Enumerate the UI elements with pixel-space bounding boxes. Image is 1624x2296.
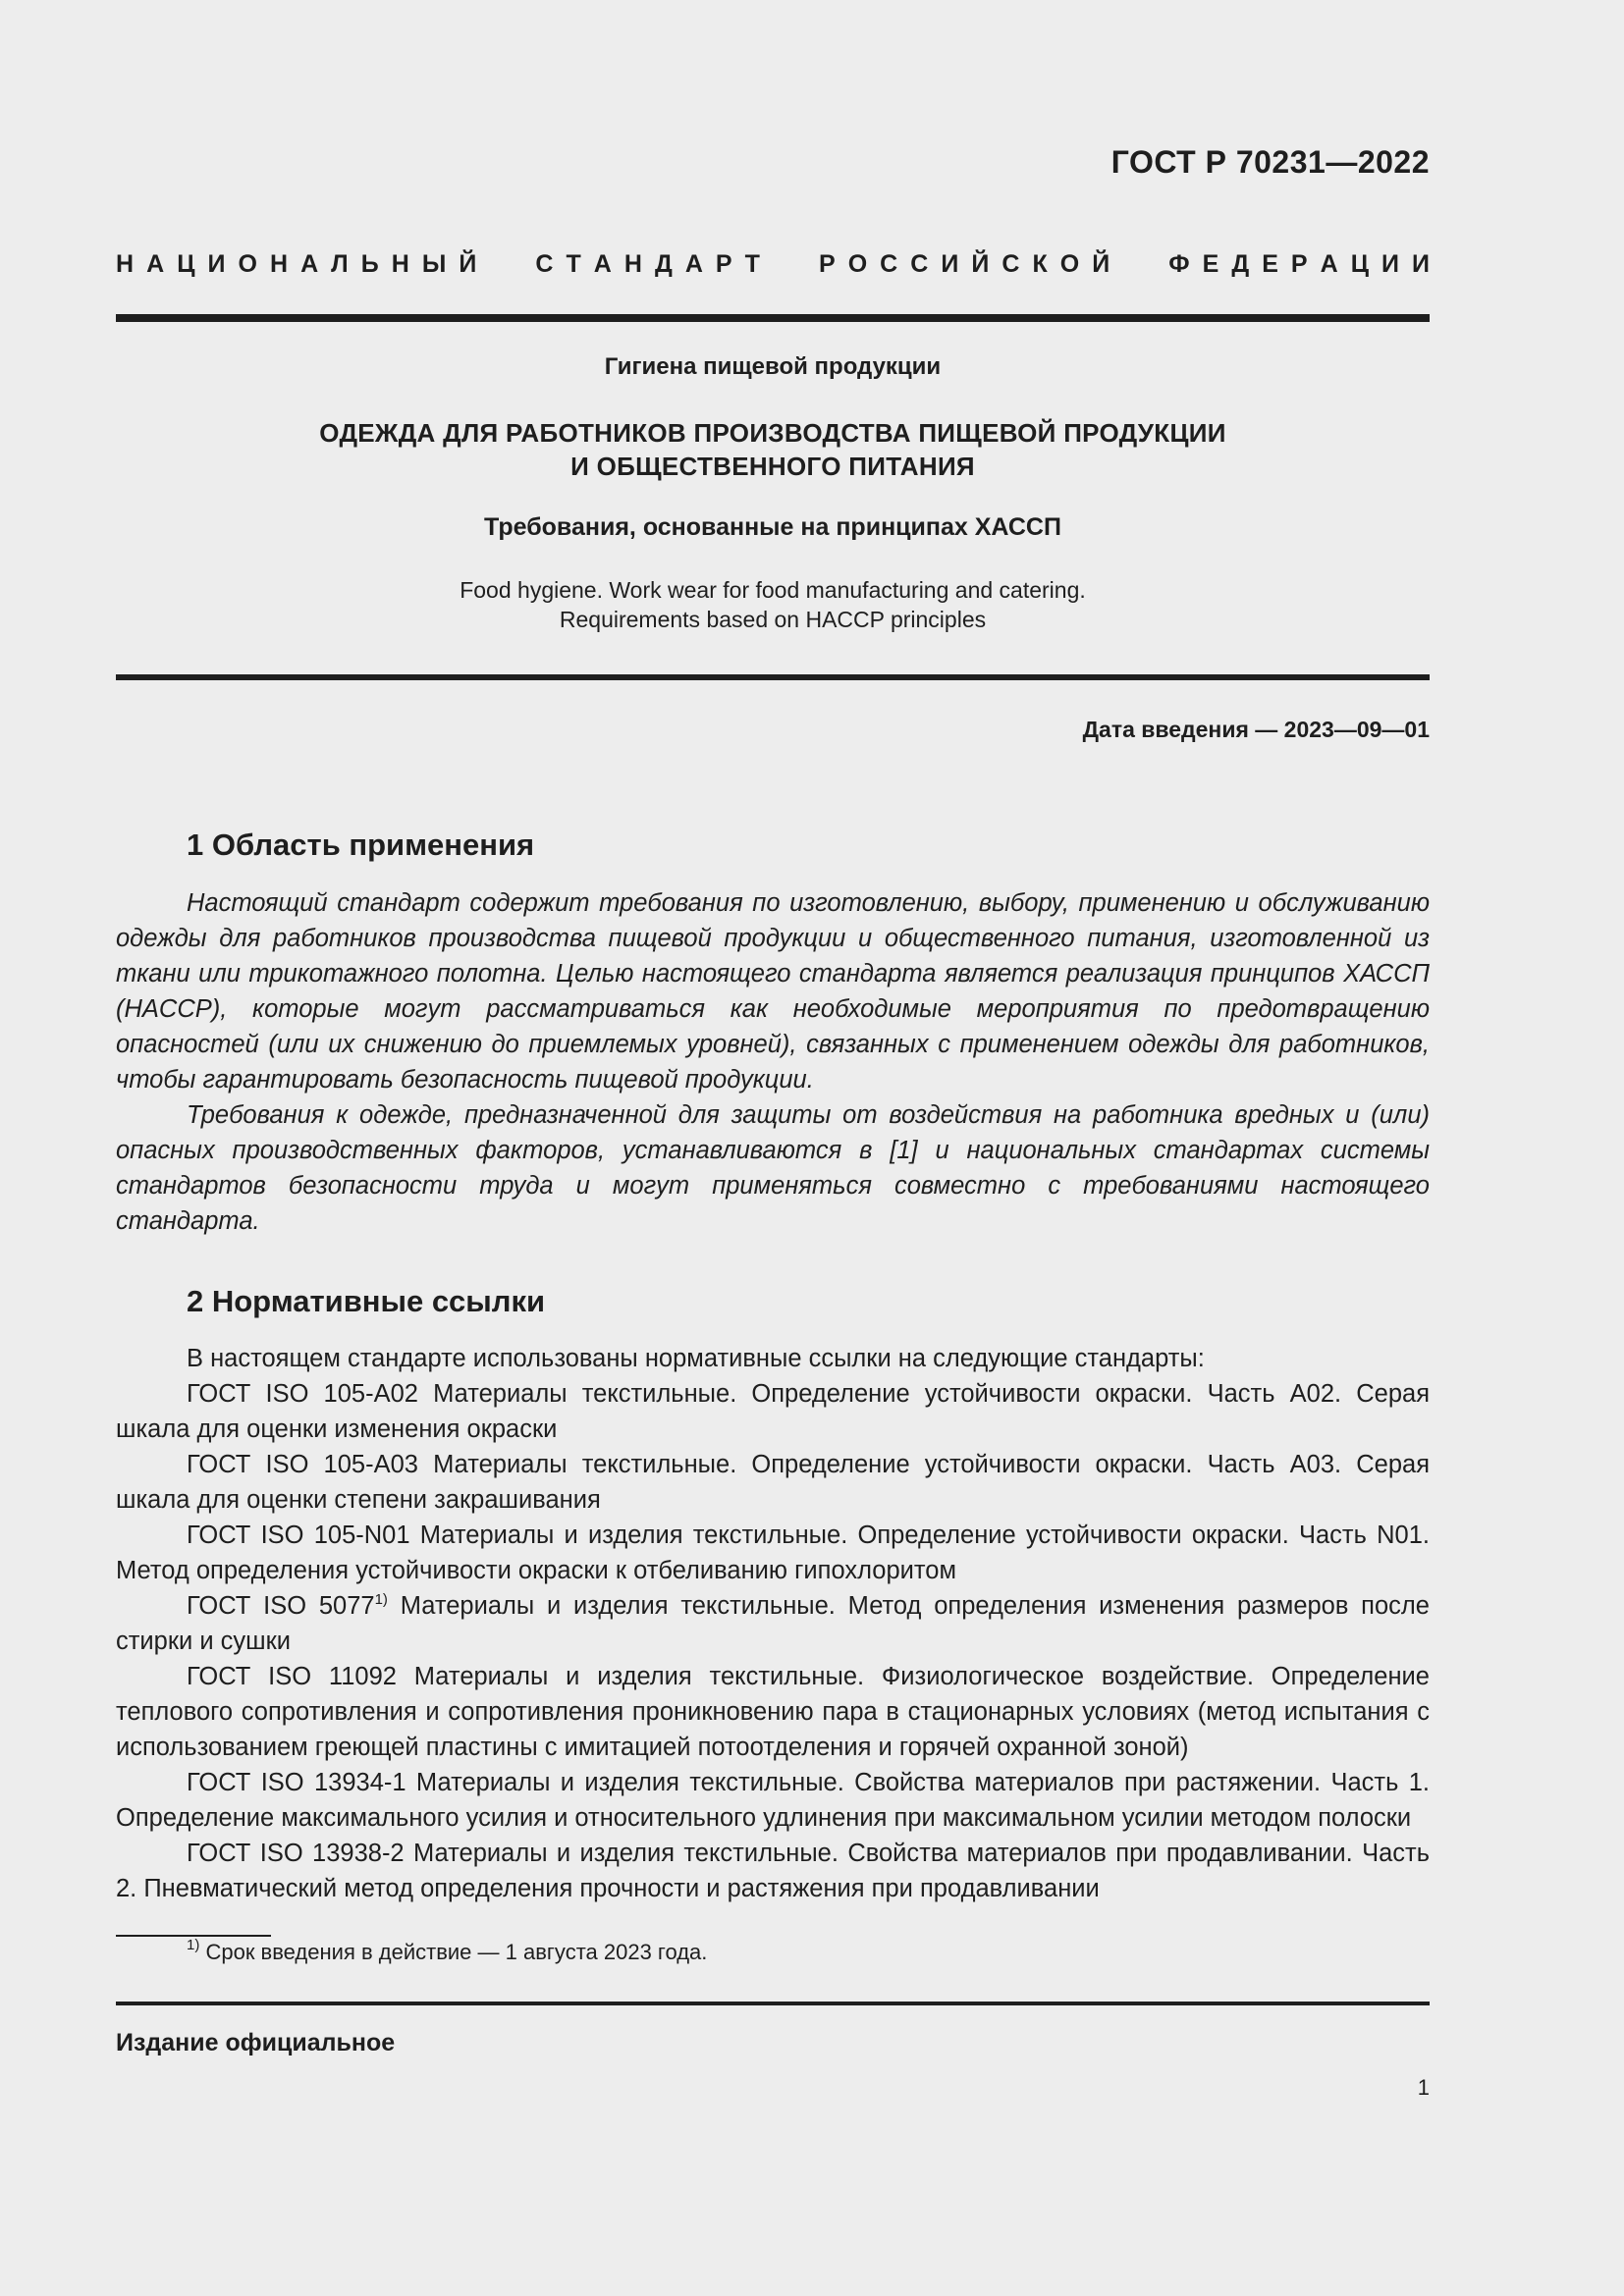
reference-item: ГОСТ ISO 105-A03 Материалы текстильные. Определение устойчивости окраски. Часть A03. Серая шкала для оценки степени закрашивания xyxy=(116,1451,1430,1514)
banner-letter: С xyxy=(1001,250,1020,278)
banner-letter: О xyxy=(238,250,257,278)
banner-letter: Т xyxy=(566,250,581,278)
banner-letter: Й xyxy=(1092,250,1110,278)
standard-number: ГОСТ Р 70231—2022 xyxy=(1110,144,1430,180)
section-2-intro: В настоящем стандарте использованы нормативные ссылки на следующие стандарты: xyxy=(187,1345,1205,1372)
banner-letter: Й xyxy=(971,250,990,278)
section-2-heading: 2 Нормативные ссылки xyxy=(187,1284,546,1318)
title-line-2: И ОБЩЕСТВЕННОГО ПИТАНИЯ xyxy=(570,452,975,481)
banner-letter: Л xyxy=(331,250,349,278)
banner-letter: Й xyxy=(459,250,477,278)
title-bottom-rule xyxy=(116,674,1430,680)
banner-letter: Р xyxy=(818,250,836,278)
banner-word-gap xyxy=(489,250,522,279)
banner-letter: К xyxy=(1032,250,1048,278)
footnote-text: Срок введения в действие — 1 августа 2023 года. xyxy=(199,1940,708,1964)
banner-letter: С xyxy=(910,250,929,278)
document-page xyxy=(116,0,1430,2296)
footnote-mark: 1) xyxy=(187,1937,200,1953)
footnote-marker: 1) xyxy=(374,1591,388,1608)
banner-letter: И xyxy=(941,250,959,278)
banner-letter: Ф xyxy=(1168,250,1190,278)
banner-letter: А xyxy=(1320,250,1338,278)
footnote xyxy=(187,1937,708,1965)
banner-letter: Т xyxy=(744,250,760,278)
banner-letter: А xyxy=(146,250,165,278)
reference-code: ГОСТ ISO 5077 xyxy=(187,1592,375,1620)
banner-letter: И xyxy=(1381,250,1399,278)
banner-letter: Р xyxy=(1290,250,1308,278)
banner-letter: Ы xyxy=(421,250,447,278)
section-2-body xyxy=(116,1341,1430,1906)
page-number: 1 xyxy=(1417,2075,1430,2100)
banner-letter: Н xyxy=(269,250,289,278)
banner-letter: Е xyxy=(1202,250,1219,278)
section-1-heading: 1 Область применения xyxy=(187,828,535,862)
reference-item: ГОСТ ISO 105-N01 Материалы и изделия текстильные. Определение устойчивости окраски. Часть N01. Метод определения устойчивости окраски к отбеливанию гипохлоритом xyxy=(116,1522,1430,1584)
banner-letter: Н xyxy=(391,250,409,278)
banner-letter: Д xyxy=(1231,250,1250,278)
english-title xyxy=(116,575,1430,634)
requirements-subtitle: Требования, основанные на принципах ХАССП xyxy=(484,513,1061,541)
document-title xyxy=(116,416,1430,483)
reference-item: ГОСТ ISO 13938-2 Материалы и изделия текстильные. Свойства материалов при продавливании. Часть 2. Пневматический метод определения прочности и растяжения при продавливании xyxy=(116,1840,1430,1902)
national-standard-banner xyxy=(116,250,1430,279)
title-line-1: ОДЕЖДА ДЛЯ РАБОТНИКОВ ПРОИЗВОДСТВА ПИЩЕВОЙ ПРОДУКЦИИ xyxy=(319,418,1226,448)
section-1-body xyxy=(116,885,1430,1239)
banner-letter: Р xyxy=(715,250,732,278)
banner-letter: И xyxy=(1412,250,1430,278)
introduction-date: Дата введения — 2023—09—01 xyxy=(1082,717,1430,742)
english-title-line-2: Requirements based on HACCP principles xyxy=(559,607,987,632)
banner-letter: Ь xyxy=(360,250,379,278)
reference-item: ГОСТ ISO 11092 Материалы и изделия текстильные. Физиологическое воздействие. Определение теплового сопротивления и сопротивления проникновению пара в стационарных условиях (метод испытания с использованием греющей пластины с имитацией потоотделения и горячей охранной зоной) xyxy=(116,1663,1430,1761)
banner-letter: Н xyxy=(623,250,642,278)
banner-letter: С xyxy=(535,250,554,278)
banner-letter: Д xyxy=(654,250,673,278)
banner-letter: Ц xyxy=(177,250,195,278)
document-subtitle: Гигиена пищевой продукции xyxy=(604,353,942,380)
section-1-paragraph: Настоящий стандарт содержит требования по изготовлению, выбору, применению и обслуживанию одежды для работников производства пищевой продукции и общественного питания, изготовленной из ткани или трикотажного полотна. Целью настоящего стандарта является реализация принципов ХАССП (HACCP), которые могут рассматриваться как необходимые мероприятия по предотвращению опасностей (или их снижению до приемлемых уровней), связанных с применением одежды для работников, чтобы гарантировать безопасность пищевой продукции. xyxy=(116,889,1430,1094)
reference-item xyxy=(116,1588,1430,1659)
top-rule xyxy=(116,314,1430,322)
banner-letter: А xyxy=(684,250,703,278)
section-1-paragraph: Требования к одежде, предназначенной для защиты от воздействия на работника вредных и (или) опасных производственных факторов, устанавливаются в [1] и национальных стандартах системы стандартов безопасности труда и могут применяться совместно с требованиями настоящего стандарта. xyxy=(116,1101,1430,1235)
banner-letter: А xyxy=(593,250,612,278)
banner-letter: О xyxy=(1059,250,1080,278)
banner-letter: С xyxy=(880,250,898,278)
reference-item: ГОСТ ISO 105-A02 Материалы текстильные. Определение устойчивости окраски. Часть A02. Серая шкала для оценки изменения окраски xyxy=(116,1380,1430,1443)
banner-letter: Н xyxy=(116,250,135,278)
reference-item: ГОСТ ISO 13934-1 Материалы и изделия текстильные. Свойства материалов при растяжении. Часть 1. Определение максимального усилия и относительного удлинения при максимальном усилии методом полоски xyxy=(116,1769,1430,1832)
banner-letter: А xyxy=(300,250,319,278)
banner-letter: Е xyxy=(1262,250,1278,278)
footer-rule xyxy=(116,2002,1430,2005)
banner-letter: И xyxy=(207,250,226,278)
banner-word-gap xyxy=(773,250,806,279)
english-title-line-1: Food hygiene. Work wear for food manufacturing and catering. xyxy=(460,577,1086,603)
reference-text: Материалы и изделия текстильные. Метод определения изменения размеров после стирки и сушки xyxy=(116,1592,1430,1655)
official-edition-label: Издание официальное xyxy=(116,2029,396,2056)
banner-letter: О xyxy=(847,250,868,278)
banner-letter: Ц xyxy=(1350,250,1369,278)
banner-word-gap xyxy=(1122,250,1156,279)
